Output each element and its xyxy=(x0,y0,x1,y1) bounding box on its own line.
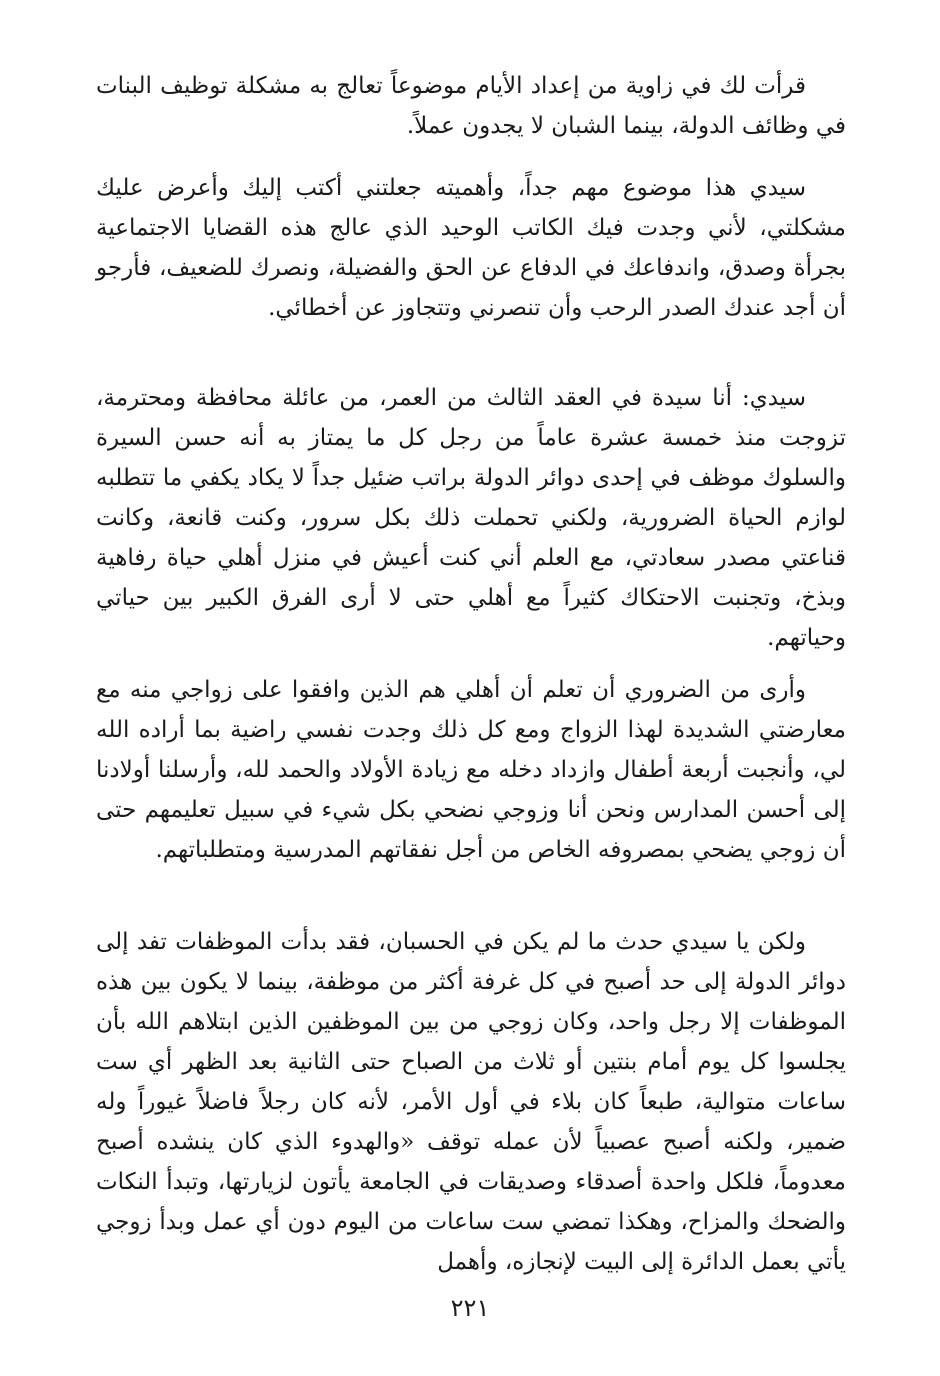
paragraph-background xyxy=(96,378,846,658)
paragraph-text: ولكن يا سيدي حدث ما لم يكن في الحسبان، فقد بدأت الموظفات تفد إلى دوائر الدولة إلى حد أصبح في كل غرفة أكثر من موظفة، بينما لا يكون بين هذه الموظفات إلا رجل واحد، وكان زوجي من بين الموظفين الذين ابتلاهم الله بأن يجلسوا كل يوم أمام بنتين أو ثلاث من الصباح حتى الثانية بعد الظهر أي ست ساعات متوالية، طبعاً كان بلاء في أول الأمر، لأنه كان رجلاً فاضلاً غيوراً وله ضمير، ولكنه أصبح عصبياً لأن عمله توقف «والهدوء الذي كان ينشده أصبح معدوماً، فلكل واحدة أصدقاء وصديقات في الجامعة يأتون لزيارتها، وتبدأ النكات والضحك والمزاح، وهكذا تمضي ست ساعات من اليوم دون أي عمل وبدأ زوجي يأتي بعمل الدائرة إلى البيت لإنجازه، وأهمل xyxy=(96,929,846,1275)
paragraph-intro xyxy=(96,66,846,146)
paragraph-request xyxy=(96,168,846,328)
paragraph-text: وأرى من الضروري أن تعلم أن أهلي هم الذين وافقوا على زواجي منه مع معارضتي الشديدة لهذا الزواج ومع كل ذلك وجدت نفسي راضية بما أراده الله لي، وأنجبت أربعة أطفال وازداد دخله مع زيادة الأولاد والحمد لله، وأرسلنا أولادنا إلى أحسن المدارس ونحن أنا وزوجي نضحي بكل شيء في سبيل تعليمهم حتى أن زوجي يضحي بمصروفه الخاص من أجل نفقاتهم المدرسية ومتطلباتهم. xyxy=(96,677,846,863)
paragraph-text: سيدي هذا موضوع مهم جداً، وأهميته جعلتني أكتب إليك وأعرض عليك مشكلتي، لأني وجدت فيك الكاتب الوحيد الذي عالج هذه القضايا الاجتماعية بجرأة وصدق، واندفاعك في الدفاع عن الحق والفضيلة، ونصرك للضعيف، فأرجو أن أجد عندك الصدر الرحب وأن تنصرني وتتجاوز عن أخطائي. xyxy=(96,175,846,321)
paragraph-marriage xyxy=(96,670,846,870)
paragraph-problem xyxy=(96,922,846,1282)
paragraph-text: قرأت لك في زاوية من إعداد الأيام موضوعاً تعالج به مشكلة توظيف البنات في وظائف الدولة، بينما الشبان لا يجدون عملاً. xyxy=(96,73,846,139)
paragraph-text: سيدي: أنا سيدة في العقد الثالث من العمر، من عائلة محافظة ومحترمة، تزوجت منذ خمسة عشرة عاماً من رجل كل ما يمتاز به أنه حسن السيرة والسلوك موظف في إحدى دوائر الدولة براتب ضئيل جداً لا يكاد يكفي ما تتطلبه لوازم الحياة الضرورية، ولكني تحملت ذلك بكل سرور، وكنت قانعة، وكانت قناعتي مصدر سعادتي، مع العلم أني كنت أعيش في منزل أهلي حياة رفاهية وبذخ، وتجنبت الاحتكاك كثيراً مع أهلي حتى لا أرى الفرق الكبير بين حياتي وحياتهم. xyxy=(96,385,846,651)
page-number: ٢٢١ xyxy=(450,1294,490,1322)
